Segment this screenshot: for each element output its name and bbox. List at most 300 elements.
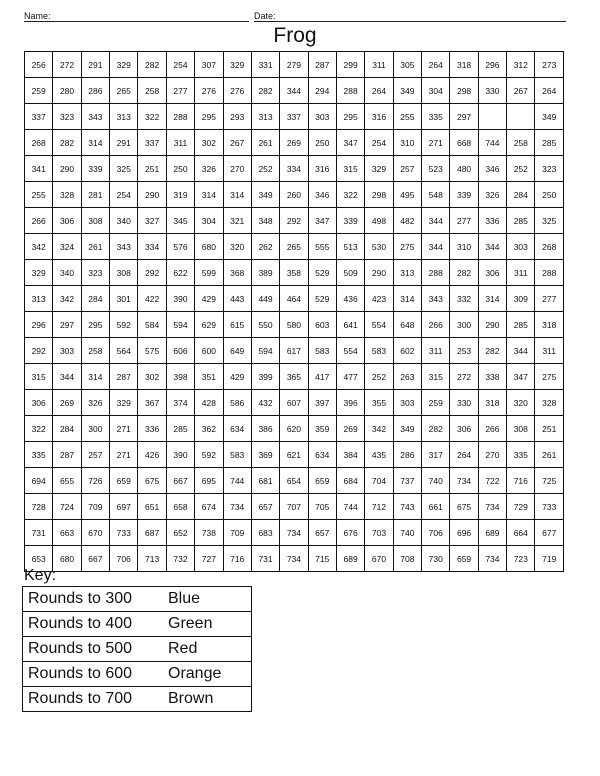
- grid-cell[interactable]: 315: [422, 364, 450, 390]
- grid-cell[interactable]: 284: [53, 416, 81, 442]
- grid-cell[interactable]: 320: [507, 390, 535, 416]
- grid-cell[interactable]: 345: [166, 208, 194, 234]
- grid-cell[interactable]: 359: [308, 416, 336, 442]
- grid-cell[interactable]: 734: [280, 546, 308, 572]
- grid-cell[interactable]: 344: [280, 78, 308, 104]
- grid-cell[interactable]: 290: [365, 260, 393, 286]
- grid-cell[interactable]: 707: [280, 494, 308, 520]
- grid-cell[interactable]: 675: [138, 468, 166, 494]
- grid-cell[interactable]: 583: [223, 442, 251, 468]
- grid-cell[interactable]: 716: [223, 546, 251, 572]
- grid-cell[interactable]: 664: [507, 520, 535, 546]
- grid-cell[interactable]: 273: [535, 52, 564, 78]
- grid-cell[interactable]: 298: [450, 78, 478, 104]
- grid-cell[interactable]: 594: [166, 312, 194, 338]
- grid-cell[interactable]: 259: [25, 78, 53, 104]
- grid-cell[interactable]: 704: [365, 468, 393, 494]
- grid-cell[interactable]: 724: [53, 494, 81, 520]
- grid-cell[interactable]: 347: [308, 208, 336, 234]
- grid-cell[interactable]: 602: [393, 338, 421, 364]
- grid-cell[interactable]: 282: [251, 78, 279, 104]
- grid-cell[interactable]: 260: [280, 182, 308, 208]
- grid-cell[interactable]: 313: [393, 260, 421, 286]
- grid-cell[interactable]: 338: [478, 364, 506, 390]
- grid-cell[interactable]: 311: [422, 338, 450, 364]
- grid-cell[interactable]: 554: [336, 338, 364, 364]
- grid-cell[interactable]: 295: [195, 104, 223, 130]
- grid-cell[interactable]: 282: [450, 260, 478, 286]
- grid-cell[interactable]: 311: [365, 52, 393, 78]
- grid-cell[interactable]: 374: [166, 390, 194, 416]
- grid-cell[interactable]: 390: [166, 442, 194, 468]
- grid-cell[interactable]: 313: [110, 104, 138, 130]
- grid-cell[interactable]: 684: [336, 468, 364, 494]
- grid-cell[interactable]: 344: [478, 234, 506, 260]
- grid-cell[interactable]: 267: [507, 78, 535, 104]
- grid-cell[interactable]: 292: [25, 338, 53, 364]
- grid-cell[interactable]: 328: [53, 182, 81, 208]
- grid-cell[interactable]: 727: [195, 546, 223, 572]
- grid-cell[interactable]: 313: [25, 286, 53, 312]
- grid-cell[interactable]: 384: [336, 442, 364, 468]
- grid-cell[interactable]: 725: [535, 468, 564, 494]
- grid-cell[interactable]: 335: [507, 442, 535, 468]
- grid-cell[interactable]: 264: [422, 52, 450, 78]
- grid-cell[interactable]: 709: [223, 520, 251, 546]
- grid-cell[interactable]: 325: [110, 156, 138, 182]
- grid-cell[interactable]: 740: [422, 468, 450, 494]
- grid-cell[interactable]: 259: [422, 390, 450, 416]
- grid-cell[interactable]: 622: [166, 260, 194, 286]
- grid-cell[interactable]: 726: [81, 468, 109, 494]
- grid-cell[interactable]: 695: [195, 468, 223, 494]
- grid-cell[interactable]: 550: [251, 312, 279, 338]
- grid-cell[interactable]: 314: [393, 286, 421, 312]
- grid-cell[interactable]: 251: [535, 416, 564, 442]
- grid-cell[interactable]: 285: [507, 208, 535, 234]
- grid-cell[interactable]: 315: [336, 156, 364, 182]
- grid-cell[interactable]: 261: [535, 442, 564, 468]
- grid-cell[interactable]: 254: [365, 130, 393, 156]
- grid-cell[interactable]: 657: [251, 494, 279, 520]
- grid-cell[interactable]: 689: [336, 546, 364, 572]
- grid-cell[interactable]: 312: [507, 52, 535, 78]
- grid-cell[interactable]: 575: [138, 338, 166, 364]
- grid-cell[interactable]: 321: [223, 208, 251, 234]
- grid-cell[interactable]: 398: [166, 364, 194, 390]
- grid-cell[interactable]: 339: [336, 208, 364, 234]
- grid-cell[interactable]: 306: [478, 260, 506, 286]
- grid-cell[interactable]: 681: [251, 468, 279, 494]
- grid-cell[interactable]: 268: [25, 130, 53, 156]
- grid-cell[interactable]: 583: [308, 338, 336, 364]
- grid-cell[interactable]: 302: [138, 364, 166, 390]
- grid-cell[interactable]: 295: [81, 312, 109, 338]
- grid-cell[interactable]: 250: [308, 130, 336, 156]
- grid-cell[interactable]: 600: [195, 338, 223, 364]
- grid-cell[interactable]: 529: [308, 260, 336, 286]
- grid-cell[interactable]: [478, 104, 506, 130]
- grid-cell[interactable]: 668: [450, 130, 478, 156]
- grid-cell[interactable]: 265: [280, 234, 308, 260]
- grid-cell[interactable]: 703: [365, 520, 393, 546]
- grid-cell[interactable]: 296: [25, 312, 53, 338]
- grid-cell[interactable]: 285: [535, 130, 564, 156]
- grid-cell[interactable]: 290: [53, 156, 81, 182]
- grid-cell[interactable]: 318: [535, 312, 564, 338]
- grid-cell[interactable]: 335: [25, 442, 53, 468]
- grid-cell[interactable]: 399: [251, 364, 279, 390]
- grid-cell[interactable]: 297: [53, 312, 81, 338]
- grid-cell[interactable]: 304: [195, 208, 223, 234]
- grid-cell[interactable]: 303: [308, 104, 336, 130]
- grid-cell[interactable]: 436: [336, 286, 364, 312]
- grid-cell[interactable]: 314: [81, 364, 109, 390]
- grid-cell[interactable]: 744: [336, 494, 364, 520]
- grid-cell[interactable]: 428: [195, 390, 223, 416]
- grid-cell[interactable]: 417: [308, 364, 336, 390]
- grid-cell[interactable]: 592: [110, 312, 138, 338]
- grid-cell[interactable]: 689: [478, 520, 506, 546]
- grid-cell[interactable]: 348: [251, 208, 279, 234]
- grid-cell[interactable]: 355: [365, 390, 393, 416]
- grid-cell[interactable]: 327: [138, 208, 166, 234]
- grid-cell[interactable]: 586: [223, 390, 251, 416]
- grid-cell[interactable]: 330: [478, 78, 506, 104]
- grid-cell[interactable]: 715: [308, 546, 336, 572]
- grid-cell[interactable]: 530: [365, 234, 393, 260]
- grid-cell[interactable]: 592: [195, 442, 223, 468]
- grid-cell[interactable]: 304: [422, 78, 450, 104]
- grid-cell[interactable]: 299: [336, 52, 364, 78]
- grid-cell[interactable]: 266: [25, 208, 53, 234]
- grid-cell[interactable]: 316: [308, 156, 336, 182]
- grid-cell[interactable]: 555: [308, 234, 336, 260]
- grid-cell[interactable]: 677: [535, 520, 564, 546]
- grid-cell[interactable]: 344: [422, 234, 450, 260]
- grid-cell[interactable]: 680: [53, 546, 81, 572]
- grid-cell[interactable]: 738: [195, 520, 223, 546]
- grid-cell[interactable]: 316: [365, 104, 393, 130]
- grid-cell[interactable]: 449: [251, 286, 279, 312]
- grid-cell[interactable]: 344: [422, 208, 450, 234]
- grid-cell[interactable]: 268: [535, 234, 564, 260]
- grid-cell[interactable]: 341: [25, 156, 53, 182]
- grid-cell[interactable]: 346: [478, 156, 506, 182]
- grid-cell[interactable]: 292: [280, 208, 308, 234]
- grid-cell[interactable]: 271: [110, 442, 138, 468]
- grid-cell[interactable]: 343: [81, 104, 109, 130]
- grid-cell[interactable]: 621: [280, 442, 308, 468]
- grid-cell[interactable]: 285: [166, 416, 194, 442]
- grid-cell[interactable]: 276: [195, 78, 223, 104]
- grid-cell[interactable]: 734: [223, 494, 251, 520]
- grid-cell[interactable]: 265: [110, 78, 138, 104]
- grid-cell[interactable]: 667: [81, 546, 109, 572]
- grid-cell[interactable]: 258: [138, 78, 166, 104]
- grid-cell[interactable]: 342: [365, 416, 393, 442]
- grid-cell[interactable]: 368: [223, 260, 251, 286]
- grid-cell[interactable]: 291: [81, 52, 109, 78]
- grid-cell[interactable]: 655: [53, 468, 81, 494]
- grid-cell[interactable]: 293: [223, 104, 251, 130]
- grid-cell[interactable]: 252: [251, 156, 279, 182]
- grid-cell[interactable]: 322: [138, 104, 166, 130]
- grid-cell[interactable]: 294: [308, 78, 336, 104]
- grid-cell[interactable]: 663: [53, 520, 81, 546]
- grid-cell[interactable]: 719: [535, 546, 564, 572]
- grid-cell[interactable]: 275: [535, 364, 564, 390]
- grid-cell[interactable]: 343: [422, 286, 450, 312]
- grid-cell[interactable]: 740: [393, 520, 421, 546]
- grid-cell[interactable]: 313: [251, 104, 279, 130]
- date-line[interactable]: [254, 21, 566, 22]
- grid-cell[interactable]: 349: [393, 78, 421, 104]
- grid-cell[interactable]: 722: [478, 468, 506, 494]
- grid-cell[interactable]: 641: [336, 312, 364, 338]
- grid-cell[interactable]: 320: [223, 234, 251, 260]
- grid-cell[interactable]: 277: [535, 286, 564, 312]
- grid-cell[interactable]: 730: [422, 546, 450, 572]
- grid-cell[interactable]: 369: [251, 442, 279, 468]
- grid-cell[interactable]: 279: [280, 52, 308, 78]
- grid-cell[interactable]: 606: [166, 338, 194, 364]
- grid-cell[interactable]: 284: [81, 286, 109, 312]
- grid-cell[interactable]: 303: [507, 234, 535, 260]
- grid-cell[interactable]: 734: [478, 546, 506, 572]
- grid-cell[interactable]: 288: [336, 78, 364, 104]
- grid-cell[interactable]: 282: [138, 52, 166, 78]
- grid-cell[interactable]: 319: [166, 182, 194, 208]
- grid-cell[interactable]: 706: [422, 520, 450, 546]
- grid-cell[interactable]: 287: [110, 364, 138, 390]
- grid-cell[interactable]: 365: [280, 364, 308, 390]
- name-line[interactable]: [24, 21, 249, 22]
- grid-cell[interactable]: 554: [365, 312, 393, 338]
- grid-cell[interactable]: 607: [280, 390, 308, 416]
- grid-cell[interactable]: 584: [138, 312, 166, 338]
- grid-cell[interactable]: 275: [393, 234, 421, 260]
- grid-cell[interactable]: 675: [450, 494, 478, 520]
- grid-cell[interactable]: 329: [365, 156, 393, 182]
- grid-cell[interactable]: 300: [450, 312, 478, 338]
- grid-cell[interactable]: 709: [81, 494, 109, 520]
- grid-cell[interactable]: 358: [280, 260, 308, 286]
- grid-cell[interactable]: 303: [53, 338, 81, 364]
- grid-cell[interactable]: 269: [280, 130, 308, 156]
- grid-cell[interactable]: 509: [336, 260, 364, 286]
- grid-cell[interactable]: 257: [81, 442, 109, 468]
- grid-cell[interactable]: 349: [251, 182, 279, 208]
- grid-cell[interactable]: 282: [478, 338, 506, 364]
- grid-cell[interactable]: 652: [166, 520, 194, 546]
- grid-cell[interactable]: 480: [450, 156, 478, 182]
- grid-cell[interactable]: 311: [166, 130, 194, 156]
- grid-cell[interactable]: 733: [535, 494, 564, 520]
- grid-cell[interactable]: 270: [223, 156, 251, 182]
- grid-cell[interactable]: 429: [195, 286, 223, 312]
- grid-cell[interactable]: 287: [308, 52, 336, 78]
- grid-cell[interactable]: 254: [110, 182, 138, 208]
- grid-cell[interactable]: 305: [393, 52, 421, 78]
- grid-cell[interactable]: 292: [138, 260, 166, 286]
- grid-cell[interactable]: 716: [507, 468, 535, 494]
- grid-cell[interactable]: 617: [280, 338, 308, 364]
- grid-cell[interactable]: 323: [535, 156, 564, 182]
- grid-cell[interactable]: 310: [450, 234, 478, 260]
- grid-cell[interactable]: [507, 104, 535, 130]
- grid-cell[interactable]: 284: [507, 182, 535, 208]
- grid-cell[interactable]: 733: [110, 520, 138, 546]
- grid-cell[interactable]: 423: [365, 286, 393, 312]
- grid-cell[interactable]: 286: [81, 78, 109, 104]
- grid-cell[interactable]: 576: [166, 234, 194, 260]
- grid-cell[interactable]: 306: [25, 390, 53, 416]
- grid-cell[interactable]: 251: [138, 156, 166, 182]
- grid-cell[interactable]: 337: [25, 104, 53, 130]
- grid-cell[interactable]: 295: [336, 104, 364, 130]
- grid-cell[interactable]: 734: [450, 468, 478, 494]
- grid-cell[interactable]: 323: [53, 104, 81, 130]
- grid-cell[interactable]: 269: [336, 416, 364, 442]
- grid-cell[interactable]: 267: [223, 130, 251, 156]
- grid-cell[interactable]: 654: [280, 468, 308, 494]
- grid-cell[interactable]: 498: [365, 208, 393, 234]
- grid-cell[interactable]: 264: [365, 78, 393, 104]
- grid-cell[interactable]: 281: [81, 182, 109, 208]
- grid-cell[interactable]: 346: [308, 182, 336, 208]
- grid-cell[interactable]: 288: [166, 104, 194, 130]
- grid-cell[interactable]: 314: [81, 130, 109, 156]
- grid-cell[interactable]: 734: [478, 494, 506, 520]
- grid-cell[interactable]: 659: [308, 468, 336, 494]
- grid-cell[interactable]: 250: [535, 182, 564, 208]
- grid-cell[interactable]: 670: [365, 546, 393, 572]
- grid-cell[interactable]: 255: [393, 104, 421, 130]
- grid-cell[interactable]: 336: [138, 416, 166, 442]
- grid-cell[interactable]: 340: [110, 208, 138, 234]
- grid-cell[interactable]: 307: [195, 52, 223, 78]
- grid-cell[interactable]: 330: [450, 390, 478, 416]
- grid-cell[interactable]: 272: [53, 52, 81, 78]
- grid-cell[interactable]: 432: [251, 390, 279, 416]
- grid-cell[interactable]: 659: [450, 546, 478, 572]
- grid-cell[interactable]: 495: [393, 182, 421, 208]
- grid-cell[interactable]: 257: [393, 156, 421, 182]
- grid-cell[interactable]: 694: [25, 468, 53, 494]
- grid-cell[interactable]: 731: [25, 520, 53, 546]
- grid-cell[interactable]: 603: [308, 312, 336, 338]
- grid-cell[interactable]: 336: [478, 208, 506, 234]
- grid-cell[interactable]: 326: [478, 182, 506, 208]
- grid-cell[interactable]: 335: [422, 104, 450, 130]
- grid-cell[interactable]: 731: [251, 546, 279, 572]
- grid-cell[interactable]: 629: [195, 312, 223, 338]
- grid-cell[interactable]: 277: [450, 208, 478, 234]
- grid-cell[interactable]: 651: [138, 494, 166, 520]
- grid-cell[interactable]: 548: [422, 182, 450, 208]
- grid-cell[interactable]: 288: [422, 260, 450, 286]
- grid-cell[interactable]: 296: [478, 52, 506, 78]
- grid-cell[interactable]: 734: [280, 520, 308, 546]
- grid-cell[interactable]: 322: [336, 182, 364, 208]
- grid-cell[interactable]: 367: [138, 390, 166, 416]
- grid-cell[interactable]: 282: [422, 416, 450, 442]
- grid-cell[interactable]: 303: [393, 390, 421, 416]
- grid-cell[interactable]: 594: [251, 338, 279, 364]
- grid-cell[interactable]: 683: [251, 520, 279, 546]
- grid-cell[interactable]: 634: [223, 416, 251, 442]
- grid-cell[interactable]: 349: [393, 416, 421, 442]
- grid-cell[interactable]: 482: [393, 208, 421, 234]
- grid-cell[interactable]: 314: [478, 286, 506, 312]
- grid-cell[interactable]: 708: [393, 546, 421, 572]
- grid-cell[interactable]: 287: [53, 442, 81, 468]
- grid-cell[interactable]: 263: [393, 364, 421, 390]
- grid-cell[interactable]: 300: [81, 416, 109, 442]
- grid-cell[interactable]: 389: [251, 260, 279, 286]
- grid-cell[interactable]: 661: [422, 494, 450, 520]
- grid-cell[interactable]: 326: [195, 156, 223, 182]
- grid-cell[interactable]: 272: [450, 364, 478, 390]
- grid-cell[interactable]: 324: [53, 234, 81, 260]
- grid-cell[interactable]: 314: [195, 182, 223, 208]
- grid-cell[interactable]: 422: [138, 286, 166, 312]
- grid-cell[interactable]: 362: [195, 416, 223, 442]
- grid-cell[interactable]: 429: [223, 364, 251, 390]
- grid-cell[interactable]: 266: [422, 312, 450, 338]
- grid-cell[interactable]: 310: [393, 130, 421, 156]
- grid-cell[interactable]: 277: [166, 78, 194, 104]
- grid-cell[interactable]: 696: [450, 520, 478, 546]
- grid-cell[interactable]: 252: [365, 364, 393, 390]
- grid-cell[interactable]: 318: [450, 52, 478, 78]
- grid-cell[interactable]: 347: [336, 130, 364, 156]
- grid-cell[interactable]: 314: [223, 182, 251, 208]
- grid-cell[interactable]: 564: [110, 338, 138, 364]
- grid-cell[interactable]: 317: [422, 442, 450, 468]
- grid-cell[interactable]: 306: [53, 208, 81, 234]
- grid-cell[interactable]: 732: [166, 546, 194, 572]
- grid-cell[interactable]: 659: [110, 468, 138, 494]
- grid-cell[interactable]: 271: [110, 416, 138, 442]
- grid-cell[interactable]: 269: [53, 390, 81, 416]
- grid-cell[interactable]: 344: [53, 364, 81, 390]
- grid-cell[interactable]: 262: [251, 234, 279, 260]
- grid-cell[interactable]: 326: [81, 390, 109, 416]
- grid-cell[interactable]: 342: [25, 234, 53, 260]
- grid-cell[interactable]: 713: [138, 546, 166, 572]
- grid-cell[interactable]: 349: [535, 104, 564, 130]
- grid-cell[interactable]: 311: [507, 260, 535, 286]
- grid-cell[interactable]: 325: [535, 208, 564, 234]
- grid-cell[interactable]: 250: [166, 156, 194, 182]
- grid-cell[interactable]: 426: [138, 442, 166, 468]
- grid-cell[interactable]: 315: [25, 364, 53, 390]
- grid-cell[interactable]: 670: [81, 520, 109, 546]
- grid-cell[interactable]: 308: [81, 208, 109, 234]
- grid-cell[interactable]: 297: [450, 104, 478, 130]
- grid-cell[interactable]: 477: [336, 364, 364, 390]
- grid-cell[interactable]: 615: [223, 312, 251, 338]
- grid-cell[interactable]: 311: [535, 338, 564, 364]
- grid-cell[interactable]: 687: [138, 520, 166, 546]
- grid-cell[interactable]: 339: [450, 182, 478, 208]
- grid-cell[interactable]: 712: [365, 494, 393, 520]
- grid-cell[interactable]: 264: [535, 78, 564, 104]
- grid-cell[interactable]: 290: [138, 182, 166, 208]
- grid-cell[interactable]: 302: [195, 130, 223, 156]
